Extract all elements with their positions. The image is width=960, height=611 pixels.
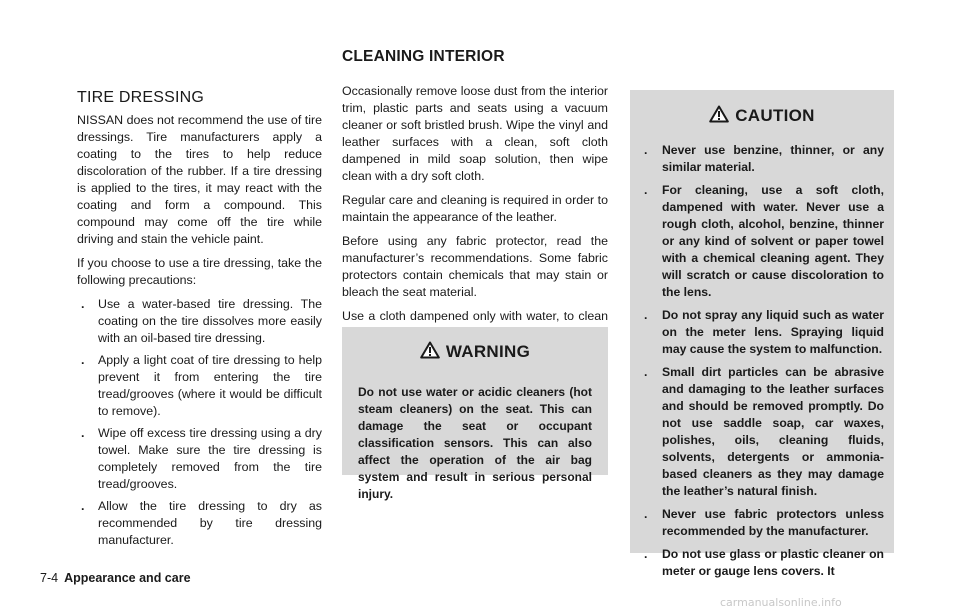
interior-paragraph-2: Regular care and cleaning is required in order to maintain the appearance of the leather. [342,193,608,224]
caution-box [630,90,894,578]
list-item [642,307,884,358]
bullet-marker: . [81,499,85,513]
list-item-text: Never use fabric protectors unless recommended by the manufacturer. [662,507,884,538]
bullet-marker: . [81,353,85,367]
interior-paragraph-1: Occasionally remove loose dust from the interior trim, plastic parts and seats using a vacuum cleaner or soft bristled brush. Wipe the vinyl and leather surfaces with a clean, soft cloth dampened in mild soap solution, then wipe clean with a dry soft cloth. [342,84,608,183]
interior-paragraph-3: Before using any fabric protector, read the manufacturer’s recommendations. Some fabric protectors contain chemicals that may stain or bleach the seat material. [342,234,608,299]
bullet-marker: . [644,143,648,157]
warning-box [342,327,608,501]
list-item-text: Wipe off excess tire dressing using a dry towel. Make sure the tire dressing is completely removed from the tire tread/grooves. [98,426,322,491]
bullet-marker: . [81,426,85,440]
bullet-marker: . [644,308,648,322]
bullet-marker: . [644,183,648,197]
list-item [642,364,884,500]
list-item-text: Never use benzine, thinner, or any similar material. [662,143,884,174]
list-item-text: Do not use glass or plastic cleaner on meter or gauge lens covers. It [662,547,884,578]
list-item-text: Apply a light coat of tire dressing to help prevent it from entering the tire tread/grooves (where it would be difficult to remove). [98,353,322,418]
list-item [77,296,322,347]
interior-paragraph-4: Use a cloth dampened only with water, to clean [342,309,608,323]
caution-list [642,142,884,580]
list-item-text: Do not spray any liquid such as water on the meter lens. Spraying liquid may cause the system to malfunction. [662,308,884,356]
warning-triangle-icon [420,341,440,364]
list-item [642,506,884,540]
tire-paragraph-2: If you choose to use a tire dressing, take the following precautions: [77,256,322,287]
page-footer [40,571,191,585]
interior-column [342,83,608,349]
tire-paragraph-1: NISSAN does not recommend the use of tire dressings. Tire manufacturers apply a coating to the tires to help reduce discoloration of the rubber. If a tire dressing is applied to the tires, it may react with the coating and form a compound. This compound may come off the tire while driving and stain the vehicle paint. [77,113,322,246]
bullet-marker: . [644,507,648,521]
list-item-text: Use a water-based tire dressing. The coating on the tire dissolves more easily with an oil-based tire dressing. [98,297,322,345]
list-item-text: Allow the tire dressing to dry as recommended by tire dressing manufacturer. [98,499,322,547]
tire-precautions-list [77,296,322,549]
warning-title: WARNING [445,342,531,361]
footer-section-title: Appearance and care [64,571,191,585]
bullet-marker: . [644,547,648,561]
list-item [642,142,884,176]
warning-text: Do not use water or acidic cleaners (hot steam cleaners) on the seat. This can damage the seat or occupant classification sensors. This can also affect the operation of the air bag system and result in serious personal injury. [358,385,592,501]
section-title: CLEANING INTERIOR [342,48,505,65]
list-item [642,546,884,580]
bullet-marker: . [81,297,85,311]
list-item-text: For cleaning, use a soft cloth, dampened with water. Never use a rough cloth, alcohol, benzine, thinner or any kind of solvent or paper towel with a chemical cleaning agent. They will scratch or cause discoloration to the lens. [662,183,884,299]
bullet-marker: . [644,365,648,379]
list-item [77,352,322,420]
watermark-text[interactable]: carmanualsonline.info [720,596,842,609]
caution-triangle-icon [709,105,729,128]
page-number: 7-4 [40,571,59,585]
warning-header [342,340,608,364]
list-item [77,425,322,493]
list-item [77,498,322,549]
list-item-text: Small dirt particles can be abrasive and damaging to the leather surfaces and should be removed promptly. Do not use saddle soap, car waxes, polishes, oils, cleaning fluids, solvents, detergents or ammonia-based cleaners as they may damage the leather’s natural finish. [662,365,884,498]
caution-header [630,104,894,128]
list-item [642,182,884,301]
caution-title: CAUTION [735,106,815,125]
tire-dressing-heading: TIRE DRESSING [77,89,205,106]
tire-dressing-column [77,88,322,554]
